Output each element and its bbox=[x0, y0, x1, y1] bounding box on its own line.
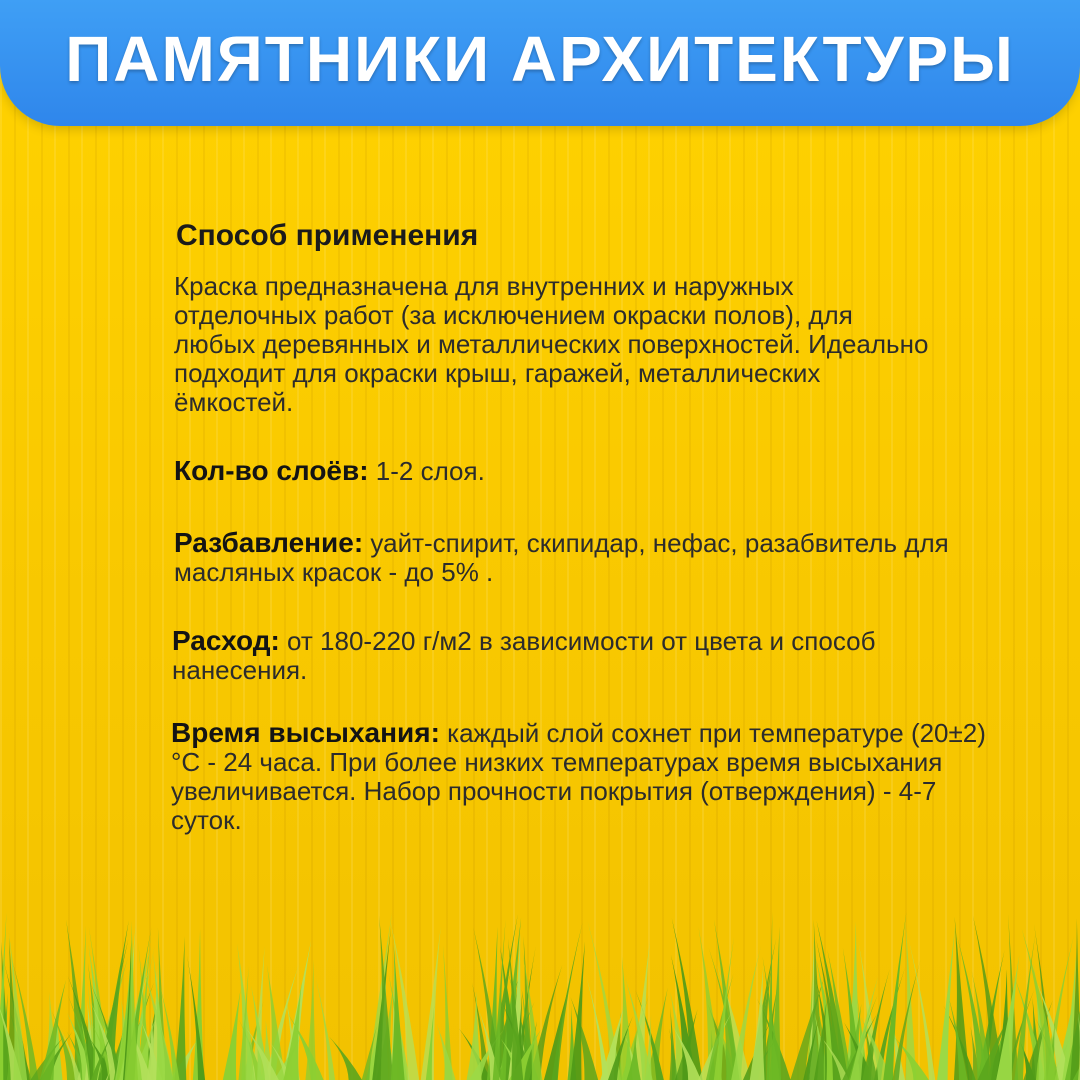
drying-label: Время высыхания: bbox=[171, 717, 440, 748]
dilution-label: Разбавление: bbox=[174, 527, 364, 558]
dilution-info bbox=[174, 528, 974, 587]
layers-value: 1-2 слоя. bbox=[375, 456, 485, 486]
drying-value: каждый слой сохнет при температуре (20±2)°С - 24 часа. При более низких температурах время высыхания увеличивается. Набор прочности покрытия (отверждения) - 4-7 суток. bbox=[171, 718, 986, 835]
grass-blade bbox=[124, 921, 138, 1080]
grass-blade bbox=[40, 980, 66, 1080]
consumption-info bbox=[172, 626, 972, 685]
consumption-value: от 180-220 г/м2 в зависимости от цвета и способ нанесения. bbox=[172, 626, 876, 685]
grass-blade bbox=[937, 925, 955, 1080]
layers-info bbox=[174, 456, 974, 486]
grass-blade bbox=[391, 945, 405, 1080]
grass-blade bbox=[174, 937, 186, 1080]
layers-label: Кол-во слоёв: bbox=[174, 455, 369, 486]
usage-text: Краска предназначена для внутренних и наружных отделочных работ (за исключением окраски полов), для любых деревянных и металлических поверхностей. Идеально подходит для окраски крыш, гаражей, металлических ёмкостей. bbox=[174, 271, 929, 417]
grass-blade bbox=[223, 989, 241, 1080]
grass-illustration bbox=[0, 900, 1080, 1080]
banner-title: ПАМЯТНИКИ АРХИТЕКТУРЫ bbox=[65, 23, 1015, 95]
grass-blade bbox=[316, 979, 335, 1080]
dilution-value: уайт-спирит, скипидар, нефас, разабвитель для масляных красок - до 5% . bbox=[174, 528, 949, 587]
drying-info bbox=[171, 718, 1011, 835]
usage-heading: Способ применения bbox=[176, 219, 479, 252]
grass-blade bbox=[883, 912, 906, 1080]
consumption-label: Расход: bbox=[172, 625, 280, 656]
